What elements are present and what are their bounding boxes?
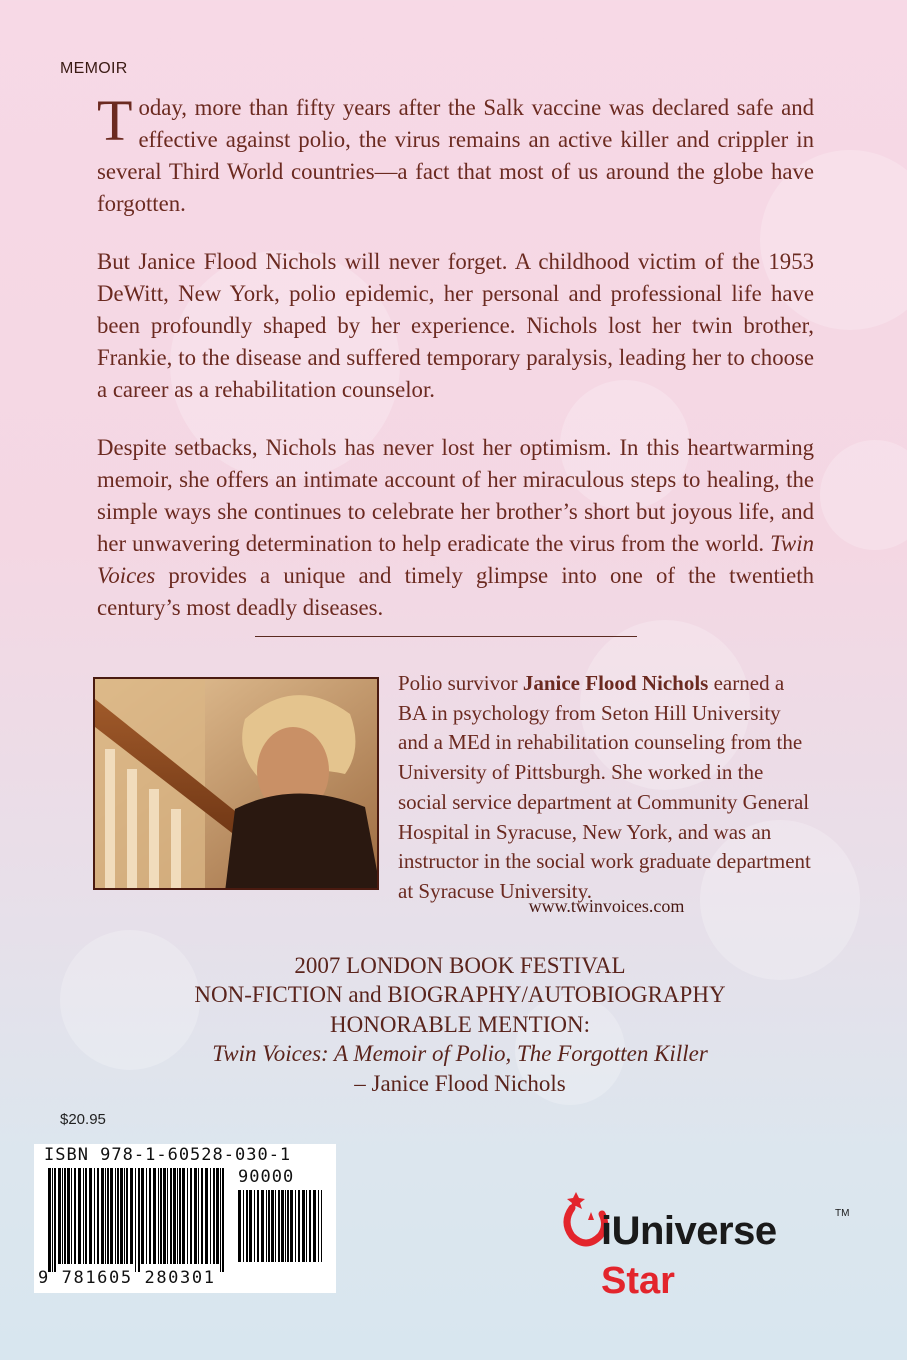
addon-barcode-bars — [238, 1190, 322, 1270]
award-line-3: HONORABLE MENTION: — [329, 1011, 590, 1037]
bio-prefix: Polio survivor — [398, 671, 523, 695]
author-photo-image — [95, 679, 379, 890]
blurb-paragraph-1 — [97, 88, 814, 220]
author-name: Janice Flood Nichols — [522, 671, 709, 695]
blurb-paragraph-1-text: oday, more than fifty years after the Salk vaccine was declared safe and effective against polio, the virus remains an active killer and crippler in several Third World countries—a fact that most of us around the globe have forgotten. — [97, 95, 814, 216]
bio-text: earned a BA in psychology from Seton Hill University and a MEd in rehabilitation counseling from the University of Pittsburgh. She worked in the social service department at Community General Hospital in Syracuse, New York, and was an instructor in the social work graduate department at Syracuse University. — [398, 671, 811, 903]
book-category: MEMOIR — [60, 60, 128, 77]
award-line-2: NON-FICTION and BIOGRAPHY/AUTOBIOGRAPHY — [194, 982, 726, 1008]
award-line-4: Twin Voices: A Memoir of Polio, The Forgotten Killer — [212, 1041, 708, 1067]
author-website: www.twinvoices.com — [528, 896, 685, 916]
drop-cap: T — [97, 88, 133, 153]
divider-rule — [255, 636, 637, 637]
author-bio — [398, 669, 815, 907]
barcode-bars — [48, 1168, 226, 1272]
blurb-paragraph-3-end: provides a unique and timely glimpse into one of the twentieth century’s most deadly diseases. — [97, 563, 814, 620]
author-photo — [93, 677, 379, 890]
ean-number: 9 781605 280301 — [38, 1268, 216, 1288]
blurb-paragraph-2: But Janice Flood Nichols will never forget. A childhood victim of the 1953 DeWitt, New York, polio epidemic, her personal and professional life have been profoundly shaped by her experience. Nichols lost her twin brother, Frankie, to the disease and suffered temporary paralysis, leading her to choose a career as a rehabilitation counselor. — [97, 249, 814, 402]
award-block — [150, 951, 770, 1098]
award-line-1: 2007 LONDON BOOK FESTIVAL — [294, 953, 626, 978]
blurb-paragraph-3-text: Despite setbacks, Nichols has never lost her optimism. In this heartwarming memoir, she offers an intimate account of her miraculous steps to healing, the simple ways she continues to celebrate her brother’s short but joyous life, and her unwavering determination to help eradicate the virus from the world. — [97, 435, 814, 556]
publisher-name: iUniverse — [601, 1209, 777, 1253]
isbn-number: ISBN 978-1-60528-030-1 — [44, 1145, 292, 1165]
background-bubble — [820, 440, 907, 550]
book-title-inline: Twin Voices — [97, 531, 814, 588]
blurb-paragraph-3 — [97, 432, 814, 624]
trademark-symbol: TM — [835, 1208, 850, 1219]
price: $20.95 — [60, 1111, 106, 1128]
publisher-imprint: Star — [601, 1260, 675, 1302]
blurb — [97, 88, 814, 650]
isbn-barcode — [34, 1144, 336, 1293]
award-line-5: – Janice Flood Nichols — [354, 1070, 566, 1096]
price-addon-code: 90000 — [238, 1167, 295, 1187]
